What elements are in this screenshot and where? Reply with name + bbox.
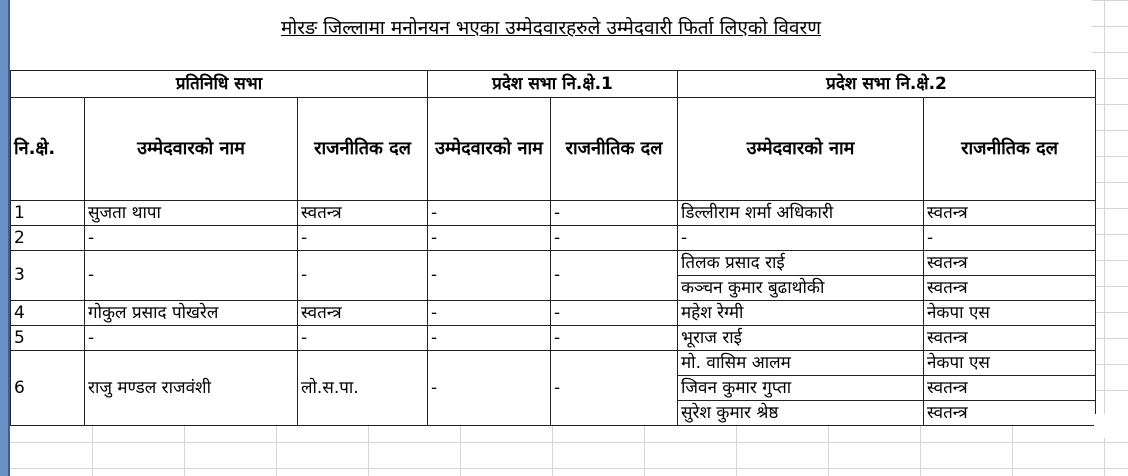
window-left-edge	[0, 0, 8, 476]
cell-pradesh2-candidate[interactable]: मो. वासिम आलम	[678, 351, 924, 376]
title-row	[10, 0, 1092, 70]
cell-constituency-no[interactable]: 5	[11, 326, 85, 351]
candidate-withdrawal-table	[10, 70, 1096, 426]
cell-pradesh2-candidate[interactable]: डिल्लीराम शर्मा अधिकारी	[678, 201, 924, 226]
header-pratinidhi-party[interactable]: राजनीतिक दल	[298, 98, 428, 201]
cell-pradesh2-candidate[interactable]: भूराज राई	[678, 326, 924, 351]
cell-pratinidhi-candidate[interactable]: -	[85, 326, 298, 351]
header-pradesh1-party[interactable]: राजनीतिक दल	[551, 98, 678, 201]
cell-pradesh1-candidate[interactable]: -	[428, 351, 551, 426]
cell-constituency-no[interactable]: 4	[11, 301, 85, 326]
report-title[interactable]: मोरङ जिल्लामा मनोनयन भएका उम्मेदवारहरुले उम्मेदवारी फिर्ता लिएको विवरण	[280, 17, 822, 39]
cell-pradesh2-candidate[interactable]: तिलक प्रसाद राई	[678, 251, 924, 276]
group-pradesh-sabha-2[interactable]: प्रदेश सभा नि.क्षे.2	[678, 71, 1096, 98]
cell-pradesh2-candidate[interactable]: महेश रेग्मी	[678, 301, 924, 326]
table-row	[11, 301, 1096, 326]
cell-pratinidhi-candidate[interactable]: सुजता थापा	[85, 201, 298, 226]
cell-pratinidhi-party[interactable]: -	[298, 251, 428, 301]
cell-constituency-no[interactable]: 1	[11, 201, 85, 226]
header-constituency-no[interactable]: नि.क्षे.	[11, 98, 85, 201]
header-pradesh2-party[interactable]: राजनीतिक दल	[924, 98, 1096, 201]
table-row	[11, 201, 1096, 226]
group-pratinidhi-sabha[interactable]: प्रतिनिधि सभा	[11, 71, 428, 98]
cell-pradesh2-party[interactable]: स्वतन्त्र	[924, 326, 1096, 351]
cell-constituency-no[interactable]: 6	[11, 351, 85, 426]
cell-pradesh2-party[interactable]: स्वतन्त्र	[924, 401, 1096, 426]
header-pratinidhi-candidate-name[interactable]: उम्मेदवारको नाम	[85, 98, 298, 201]
table-row	[11, 251, 1096, 276]
cell-pradesh1-candidate[interactable]: -	[428, 326, 551, 351]
cell-pradesh1-party[interactable]: -	[551, 201, 678, 226]
cell-pratinidhi-candidate[interactable]: गोकुल प्रसाद पोखरेल	[85, 301, 298, 326]
cell-pradesh2-party[interactable]: स्वतन्त्र	[924, 201, 1096, 226]
cell-pradesh1-party[interactable]: -	[551, 251, 678, 301]
cell-pradesh1-party[interactable]: -	[551, 326, 678, 351]
cell-pradesh1-candidate[interactable]: -	[428, 251, 551, 301]
cell-pratinidhi-party[interactable]: स्वतन्त्र	[298, 201, 428, 226]
cell-pratinidhi-candidate[interactable]: राजु मण्डल राजवंशी	[85, 351, 298, 426]
cell-pradesh2-party[interactable]: नेकपा एस	[924, 351, 1096, 376]
cell-constituency-no[interactable]: 2	[11, 226, 85, 251]
cell-pradesh1-party[interactable]: -	[551, 301, 678, 326]
group-pradesh-sabha-1[interactable]: प्रदेश सभा नि.क्षे.1	[428, 71, 678, 98]
cell-pratinidhi-party[interactable]: -	[298, 326, 428, 351]
cell-pradesh1-candidate[interactable]: -	[428, 226, 551, 251]
group-header-row	[11, 71, 1096, 98]
cell-pradesh1-candidate[interactable]: -	[428, 201, 551, 226]
cell-pratinidhi-party[interactable]: लो.स.पा.	[298, 351, 428, 426]
cell-pradesh2-party[interactable]: -	[924, 226, 1096, 251]
cell-pratinidhi-party[interactable]: स्वतन्त्र	[298, 301, 428, 326]
cell-pradesh2-party[interactable]: स्वतन्त्र	[924, 251, 1096, 276]
cell-pradesh2-party[interactable]: नेकपा एस	[924, 301, 1096, 326]
table-row	[11, 226, 1096, 251]
table-row	[11, 326, 1096, 351]
column-header-row	[11, 98, 1096, 201]
cell-pradesh1-candidate[interactable]: -	[428, 301, 551, 326]
cell-pradesh1-party[interactable]: -	[551, 351, 678, 426]
cell-pradesh2-candidate[interactable]: सुरेश कुमार श्रेष्ठ	[678, 401, 924, 426]
cell-pratinidhi-party[interactable]: -	[298, 226, 428, 251]
cell-pradesh2-candidate[interactable]: जिवन कुमार गुप्ता	[678, 376, 924, 401]
cell-pratinidhi-candidate[interactable]: -	[85, 251, 298, 301]
cell-pradesh2-candidate[interactable]: कञ्चन कुमार बुढाथोकी	[678, 276, 924, 301]
cell-constituency-no[interactable]: 3	[11, 251, 85, 301]
cell-pradesh1-party[interactable]: -	[551, 226, 678, 251]
header-pradesh2-candidate-name[interactable]: उम्मेदवारको नाम	[678, 98, 924, 201]
header-pradesh1-candidate-name[interactable]: उम्मेदवारको नाम	[428, 98, 551, 201]
selected-cell[interactable]	[1094, 414, 1128, 438]
cell-pratinidhi-candidate[interactable]: -	[85, 226, 298, 251]
cell-pradesh2-candidate[interactable]: -	[678, 226, 924, 251]
table-row	[11, 351, 1096, 376]
cell-pradesh2-party[interactable]: स्वतन्त्र	[924, 276, 1096, 301]
cell-pradesh2-party[interactable]: स्वतन्त्र	[924, 376, 1096, 401]
